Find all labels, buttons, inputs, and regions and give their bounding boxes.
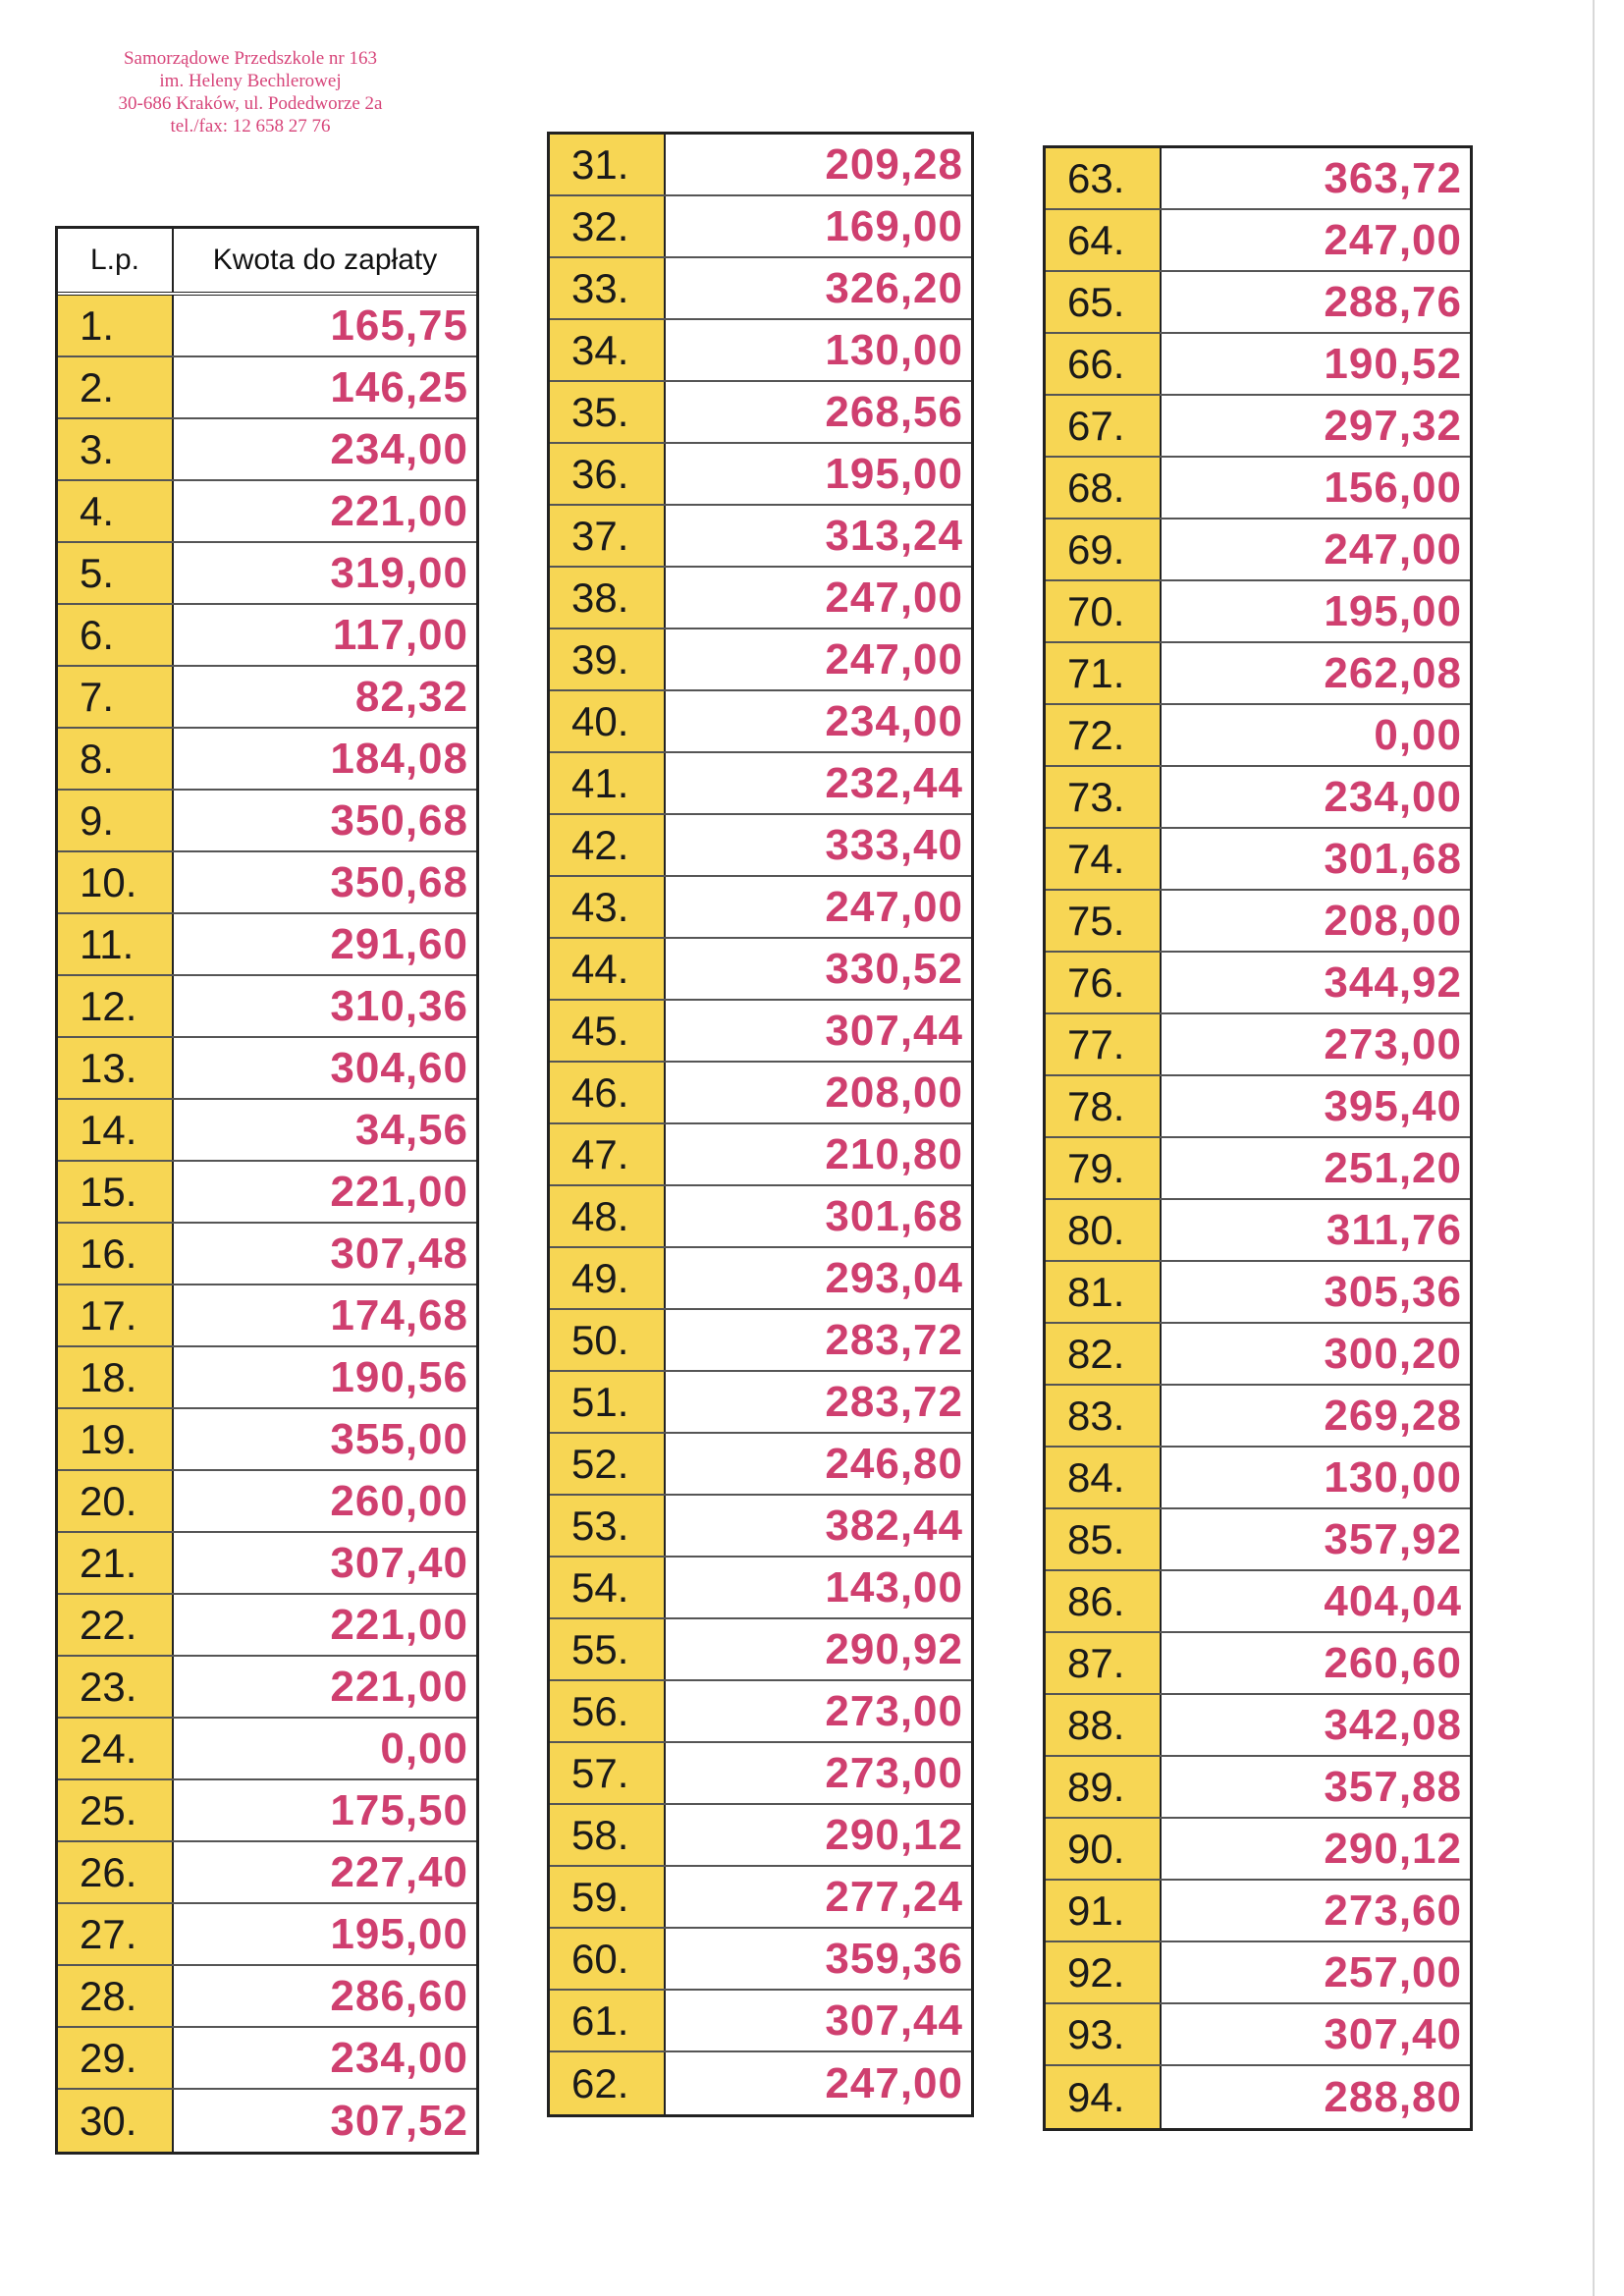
payment-table-2 bbox=[547, 132, 974, 2117]
row-number: 6. bbox=[58, 605, 174, 665]
table-rows bbox=[58, 296, 476, 2152]
table-row bbox=[1046, 1262, 1470, 1324]
row-number: 92. bbox=[1046, 1942, 1162, 2002]
row-number: 9. bbox=[58, 791, 174, 850]
row-amount: 310,36 bbox=[330, 981, 468, 1030]
row-amount: 210,80 bbox=[825, 1129, 963, 1178]
table-row bbox=[1046, 519, 1470, 581]
row-amount: 247,00 bbox=[825, 634, 963, 683]
table-row bbox=[550, 1186, 971, 1248]
row-number: 12. bbox=[58, 976, 174, 1036]
row-number: 27. bbox=[58, 1904, 174, 1964]
row-number: 16. bbox=[58, 1224, 174, 1284]
row-amount: 169,00 bbox=[825, 201, 963, 250]
row-number: 65. bbox=[1046, 272, 1162, 332]
row-amount: 221,00 bbox=[330, 1167, 468, 1216]
table-row bbox=[550, 568, 971, 629]
row-amount: 350,68 bbox=[330, 795, 468, 845]
table-row bbox=[1046, 2066, 1470, 2128]
table-row bbox=[58, 1224, 476, 1285]
table-row bbox=[58, 852, 476, 914]
row-number: 4. bbox=[58, 481, 174, 541]
row-number: 78. bbox=[1046, 1076, 1162, 1136]
table-row bbox=[550, 1063, 971, 1124]
row-number: 88. bbox=[1046, 1695, 1162, 1755]
table-row bbox=[550, 1558, 971, 1619]
table-row bbox=[58, 1471, 476, 1533]
table-row bbox=[58, 1657, 476, 1719]
stamp-line-phone: tel./fax: 12 658 27 76 bbox=[170, 116, 331, 137]
row-number: 64. bbox=[1046, 210, 1162, 270]
table-row bbox=[1046, 2004, 1470, 2066]
table-row bbox=[58, 357, 476, 419]
table-row bbox=[58, 729, 476, 791]
table-row bbox=[58, 481, 476, 543]
row-amount: 82,32 bbox=[354, 672, 468, 721]
table-row bbox=[550, 815, 971, 877]
table-row bbox=[58, 2090, 476, 2152]
row-amount: 257,00 bbox=[1324, 1947, 1462, 1996]
table-row bbox=[1046, 1881, 1470, 1942]
row-amount: 273,00 bbox=[1324, 1019, 1462, 1068]
row-amount: 311,76 bbox=[1326, 1205, 1462, 1254]
row-amount: 268,56 bbox=[825, 387, 963, 436]
row-amount: 234,00 bbox=[1324, 772, 1462, 821]
row-amount: 359,36 bbox=[825, 1934, 963, 1983]
table-row bbox=[58, 1409, 476, 1471]
table-row bbox=[550, 1805, 971, 1867]
table-row bbox=[58, 419, 476, 481]
table-row bbox=[550, 1372, 971, 1434]
row-number: 81. bbox=[1046, 1262, 1162, 1322]
row-number: 39. bbox=[550, 629, 666, 689]
table-row bbox=[58, 1842, 476, 1904]
row-amount: 246,80 bbox=[825, 1439, 963, 1488]
row-amount: 247,00 bbox=[825, 882, 963, 931]
table-row bbox=[550, 629, 971, 691]
row-amount: 221,00 bbox=[330, 1600, 468, 1649]
table-row bbox=[550, 196, 971, 258]
row-amount: 300,20 bbox=[1324, 1329, 1462, 1378]
row-number: 63. bbox=[1046, 148, 1162, 208]
table-row bbox=[58, 1100, 476, 1162]
row-number: 29. bbox=[58, 2028, 174, 2088]
row-amount: 0,00 bbox=[1374, 710, 1462, 759]
table-row bbox=[550, 691, 971, 753]
row-number: 44. bbox=[550, 939, 666, 999]
row-amount: 190,52 bbox=[1324, 339, 1462, 388]
row-amount: 357,88 bbox=[1324, 1762, 1462, 1811]
table-row bbox=[1046, 953, 1470, 1014]
table-row bbox=[1046, 1076, 1470, 1138]
row-number: 47. bbox=[550, 1124, 666, 1184]
table-row bbox=[550, 1681, 971, 1743]
table-header bbox=[58, 229, 476, 296]
row-amount: 34,56 bbox=[354, 1105, 468, 1154]
row-number: 36. bbox=[550, 444, 666, 504]
table-row bbox=[58, 543, 476, 605]
table-row bbox=[58, 1595, 476, 1657]
stamp-line-patron: im. Heleny Bechlerowej bbox=[159, 71, 342, 91]
table-row bbox=[550, 1929, 971, 1991]
table-row bbox=[550, 939, 971, 1001]
header-lp: L.p. bbox=[58, 229, 174, 292]
row-number: 52. bbox=[550, 1434, 666, 1494]
row-number: 68. bbox=[1046, 458, 1162, 518]
row-amount: 209,28 bbox=[825, 139, 963, 189]
row-amount: 232,44 bbox=[825, 758, 963, 807]
row-amount: 247,00 bbox=[1324, 215, 1462, 264]
row-number: 17. bbox=[58, 1285, 174, 1345]
table-row bbox=[550, 1248, 971, 1310]
header-amount: Kwota do zapłaty bbox=[212, 244, 438, 276]
table-row bbox=[58, 1347, 476, 1409]
row-amount: 273,00 bbox=[825, 1748, 963, 1797]
row-amount: 326,20 bbox=[825, 263, 963, 312]
table-row bbox=[58, 1904, 476, 1966]
row-number: 94. bbox=[1046, 2066, 1162, 2128]
row-number: 37. bbox=[550, 506, 666, 566]
table-row bbox=[1046, 210, 1470, 272]
table-row bbox=[550, 1619, 971, 1681]
row-amount: 307,44 bbox=[825, 1995, 963, 2045]
table-row bbox=[58, 1533, 476, 1595]
row-number: 70. bbox=[1046, 581, 1162, 641]
row-number: 75. bbox=[1046, 891, 1162, 951]
row-number: 18. bbox=[58, 1347, 174, 1407]
row-number: 91. bbox=[1046, 1881, 1162, 1941]
table-row bbox=[1046, 1138, 1470, 1200]
row-amount: 221,00 bbox=[330, 486, 468, 535]
table-row bbox=[1046, 1200, 1470, 1262]
row-number: 19. bbox=[58, 1409, 174, 1469]
table-row bbox=[1046, 1448, 1470, 1509]
table-row bbox=[1046, 1942, 1470, 2004]
row-amount: 297,32 bbox=[1324, 401, 1462, 450]
row-number: 26. bbox=[58, 1842, 174, 1902]
table-row bbox=[58, 667, 476, 729]
row-amount: 117,00 bbox=[332, 610, 468, 659]
row-number: 54. bbox=[550, 1558, 666, 1617]
row-number: 24. bbox=[58, 1719, 174, 1778]
table-row bbox=[550, 877, 971, 939]
row-amount: 307,40 bbox=[330, 1538, 468, 1587]
row-number: 61. bbox=[550, 1991, 666, 2050]
table-row bbox=[1046, 643, 1470, 705]
row-number: 84. bbox=[1046, 1448, 1162, 1507]
table-row bbox=[1046, 1819, 1470, 1881]
row-number: 50. bbox=[550, 1310, 666, 1370]
row-number: 74. bbox=[1046, 829, 1162, 889]
row-amount: 208,00 bbox=[1324, 896, 1462, 945]
row-number: 48. bbox=[550, 1186, 666, 1246]
row-number: 8. bbox=[58, 729, 174, 789]
row-number: 57. bbox=[550, 1743, 666, 1803]
row-number: 11. bbox=[58, 914, 174, 974]
row-amount: 288,76 bbox=[1324, 277, 1462, 326]
row-number: 93. bbox=[1046, 2004, 1162, 2064]
table-row bbox=[550, 1434, 971, 1496]
row-number: 30. bbox=[58, 2090, 174, 2152]
table-row bbox=[550, 135, 971, 196]
table-row bbox=[1046, 1324, 1470, 1386]
row-amount: 130,00 bbox=[825, 325, 963, 374]
row-amount: 357,92 bbox=[1324, 1514, 1462, 1563]
table-row bbox=[58, 605, 476, 667]
row-amount: 304,60 bbox=[330, 1043, 468, 1092]
table-rows bbox=[1046, 148, 1470, 2128]
row-number: 32. bbox=[550, 196, 666, 256]
row-amount: 195,00 bbox=[825, 449, 963, 498]
row-number: 66. bbox=[1046, 334, 1162, 394]
row-number: 82. bbox=[1046, 1324, 1162, 1384]
row-amount: 234,00 bbox=[330, 424, 468, 473]
row-number: 62. bbox=[550, 2052, 666, 2114]
row-amount: 221,00 bbox=[330, 1662, 468, 1711]
row-number: 46. bbox=[550, 1063, 666, 1122]
row-amount: 247,00 bbox=[825, 2058, 963, 2107]
table-row bbox=[58, 1966, 476, 2028]
table-row bbox=[58, 296, 476, 357]
row-number: 86. bbox=[1046, 1571, 1162, 1631]
row-amount: 301,68 bbox=[1324, 834, 1462, 883]
row-amount: 330,52 bbox=[825, 944, 963, 993]
row-amount: 247,00 bbox=[1324, 524, 1462, 574]
row-amount: 301,68 bbox=[825, 1191, 963, 1240]
row-number: 3. bbox=[58, 419, 174, 479]
table-row bbox=[1046, 1695, 1470, 1757]
row-amount: 307,48 bbox=[330, 1229, 468, 1278]
row-number: 28. bbox=[58, 1966, 174, 2026]
row-number: 67. bbox=[1046, 396, 1162, 456]
row-amount: 208,00 bbox=[825, 1067, 963, 1117]
table-row bbox=[1046, 272, 1470, 334]
row-amount: 175,50 bbox=[330, 1785, 468, 1834]
table-row bbox=[58, 976, 476, 1038]
table-row bbox=[550, 444, 971, 506]
table-row bbox=[550, 1743, 971, 1805]
row-amount: 291,60 bbox=[330, 919, 468, 968]
row-amount: 290,92 bbox=[825, 1624, 963, 1673]
stamp-line-address: 30-686 Kraków, ul. Podedworze 2a bbox=[118, 93, 383, 114]
row-amount: 333,40 bbox=[825, 820, 963, 869]
row-number: 87. bbox=[1046, 1633, 1162, 1693]
row-amount: 350,68 bbox=[330, 857, 468, 906]
table-row bbox=[1046, 1014, 1470, 1076]
row-amount: 283,72 bbox=[825, 1377, 963, 1426]
table-row bbox=[1046, 334, 1470, 396]
table-row bbox=[58, 2028, 476, 2090]
row-amount: 156,00 bbox=[1324, 463, 1462, 512]
row-amount: 395,40 bbox=[1324, 1081, 1462, 1130]
table-row bbox=[1046, 891, 1470, 953]
row-number: 77. bbox=[1046, 1014, 1162, 1074]
scan-edge-line bbox=[1593, 0, 1595, 2296]
row-amount: 307,40 bbox=[1324, 2009, 1462, 2058]
row-number: 10. bbox=[58, 852, 174, 912]
table-row bbox=[1046, 581, 1470, 643]
table-row bbox=[1046, 1633, 1470, 1695]
row-amount: 305,36 bbox=[1324, 1267, 1462, 1316]
row-number: 76. bbox=[1046, 953, 1162, 1012]
row-number: 2. bbox=[58, 357, 174, 417]
table-row bbox=[550, 506, 971, 568]
row-amount: 283,72 bbox=[825, 1315, 963, 1364]
row-number: 69. bbox=[1046, 519, 1162, 579]
table-row bbox=[550, 1991, 971, 2052]
table-row bbox=[1046, 1757, 1470, 1819]
table-row bbox=[58, 914, 476, 976]
table-row bbox=[1046, 396, 1470, 458]
row-amount: 234,00 bbox=[330, 2033, 468, 2082]
row-amount: 247,00 bbox=[825, 573, 963, 622]
table-row bbox=[58, 791, 476, 852]
row-number: 85. bbox=[1046, 1509, 1162, 1569]
row-amount: 313,24 bbox=[825, 511, 963, 560]
row-number: 7. bbox=[58, 667, 174, 727]
row-number: 55. bbox=[550, 1619, 666, 1679]
row-amount: 227,40 bbox=[330, 1847, 468, 1896]
row-amount: 363,72 bbox=[1324, 153, 1462, 202]
row-amount: 290,12 bbox=[825, 1810, 963, 1859]
row-amount: 342,08 bbox=[1324, 1700, 1462, 1749]
row-number: 89. bbox=[1046, 1757, 1162, 1817]
row-amount: 190,56 bbox=[330, 1352, 468, 1401]
table-row bbox=[1046, 1571, 1470, 1633]
table-row bbox=[550, 258, 971, 320]
row-amount: 273,60 bbox=[1324, 1886, 1462, 1935]
table-row bbox=[550, 753, 971, 815]
row-number: 72. bbox=[1046, 705, 1162, 765]
table-row bbox=[1046, 1509, 1470, 1571]
row-amount: 174,68 bbox=[330, 1290, 468, 1339]
row-number: 83. bbox=[1046, 1386, 1162, 1446]
row-amount: 195,00 bbox=[1324, 586, 1462, 635]
payment-table-3 bbox=[1043, 145, 1473, 2131]
table-row bbox=[550, 320, 971, 382]
row-amount: 0,00 bbox=[380, 1723, 468, 1773]
row-amount: 307,52 bbox=[330, 2096, 468, 2145]
row-amount: 251,20 bbox=[1324, 1143, 1462, 1192]
table-row bbox=[1046, 148, 1470, 210]
row-amount: 130,00 bbox=[1324, 1452, 1462, 1502]
row-number: 49. bbox=[550, 1248, 666, 1308]
row-number: 73. bbox=[1046, 767, 1162, 827]
row-amount: 234,00 bbox=[825, 696, 963, 745]
row-number: 23. bbox=[58, 1657, 174, 1717]
table-row bbox=[1046, 705, 1470, 767]
row-amount: 288,80 bbox=[1324, 2072, 1462, 2121]
table-row bbox=[1046, 767, 1470, 829]
payment-table-1 bbox=[55, 226, 479, 2155]
stamp-line-name: Samorządowe Przedszkole nr 163 bbox=[123, 48, 377, 69]
table-row bbox=[550, 382, 971, 444]
row-amount: 146,25 bbox=[330, 362, 468, 411]
table-row bbox=[58, 1719, 476, 1780]
row-amount: 262,08 bbox=[1324, 648, 1462, 697]
row-amount: 260,60 bbox=[1324, 1638, 1462, 1687]
row-number: 56. bbox=[550, 1681, 666, 1741]
row-number: 58. bbox=[550, 1805, 666, 1865]
row-number: 1. bbox=[58, 296, 174, 355]
row-number: 5. bbox=[58, 543, 174, 603]
row-amount: 290,12 bbox=[1324, 1824, 1462, 1873]
table-row bbox=[550, 1496, 971, 1558]
row-number: 34. bbox=[550, 320, 666, 380]
row-number: 21. bbox=[58, 1533, 174, 1593]
table-row bbox=[550, 1867, 971, 1929]
row-number: 59. bbox=[550, 1867, 666, 1927]
row-number: 31. bbox=[550, 135, 666, 194]
row-number: 33. bbox=[550, 258, 666, 318]
row-amount: 273,00 bbox=[825, 1686, 963, 1735]
row-number: 22. bbox=[58, 1595, 174, 1655]
row-number: 80. bbox=[1046, 1200, 1162, 1260]
row-amount: 143,00 bbox=[825, 1562, 963, 1612]
row-amount: 184,08 bbox=[330, 734, 468, 783]
row-number: 51. bbox=[550, 1372, 666, 1432]
table-row bbox=[58, 1038, 476, 1100]
table-row bbox=[550, 2052, 971, 2114]
table-row bbox=[550, 1124, 971, 1186]
row-number: 40. bbox=[550, 691, 666, 751]
table-row bbox=[550, 1310, 971, 1372]
row-number: 43. bbox=[550, 877, 666, 937]
table-row bbox=[550, 1001, 971, 1063]
row-number: 53. bbox=[550, 1496, 666, 1556]
row-number: 71. bbox=[1046, 643, 1162, 703]
table-row bbox=[1046, 1386, 1470, 1448]
table-row bbox=[58, 1162, 476, 1224]
row-amount: 307,44 bbox=[825, 1006, 963, 1055]
table-rows bbox=[550, 135, 971, 2114]
row-number: 15. bbox=[58, 1162, 174, 1222]
row-amount: 319,00 bbox=[330, 548, 468, 597]
school-stamp bbox=[59, 47, 442, 137]
row-amount: 382,44 bbox=[825, 1501, 963, 1550]
table-row bbox=[58, 1780, 476, 1842]
row-number: 20. bbox=[58, 1471, 174, 1531]
row-amount: 260,00 bbox=[330, 1476, 468, 1525]
row-number: 60. bbox=[550, 1929, 666, 1989]
row-amount: 404,04 bbox=[1324, 1576, 1462, 1625]
row-amount: 293,04 bbox=[825, 1253, 963, 1302]
row-number: 79. bbox=[1046, 1138, 1162, 1198]
row-number: 35. bbox=[550, 382, 666, 442]
row-number: 13. bbox=[58, 1038, 174, 1098]
row-amount: 344,92 bbox=[1324, 957, 1462, 1007]
row-amount: 165,75 bbox=[330, 301, 468, 350]
row-amount: 195,00 bbox=[330, 1909, 468, 1958]
row-amount: 269,28 bbox=[1324, 1391, 1462, 1440]
table-row bbox=[1046, 829, 1470, 891]
row-number: 42. bbox=[550, 815, 666, 875]
row-amount: 277,24 bbox=[825, 1872, 963, 1921]
table-row bbox=[58, 1285, 476, 1347]
row-number: 14. bbox=[58, 1100, 174, 1160]
row-number: 38. bbox=[550, 568, 666, 628]
row-number: 25. bbox=[58, 1780, 174, 1840]
row-number: 90. bbox=[1046, 1819, 1162, 1879]
row-number: 41. bbox=[550, 753, 666, 813]
row-amount: 355,00 bbox=[330, 1414, 468, 1463]
row-number: 45. bbox=[550, 1001, 666, 1061]
table-row bbox=[1046, 458, 1470, 519]
row-amount: 286,60 bbox=[330, 1971, 468, 2020]
